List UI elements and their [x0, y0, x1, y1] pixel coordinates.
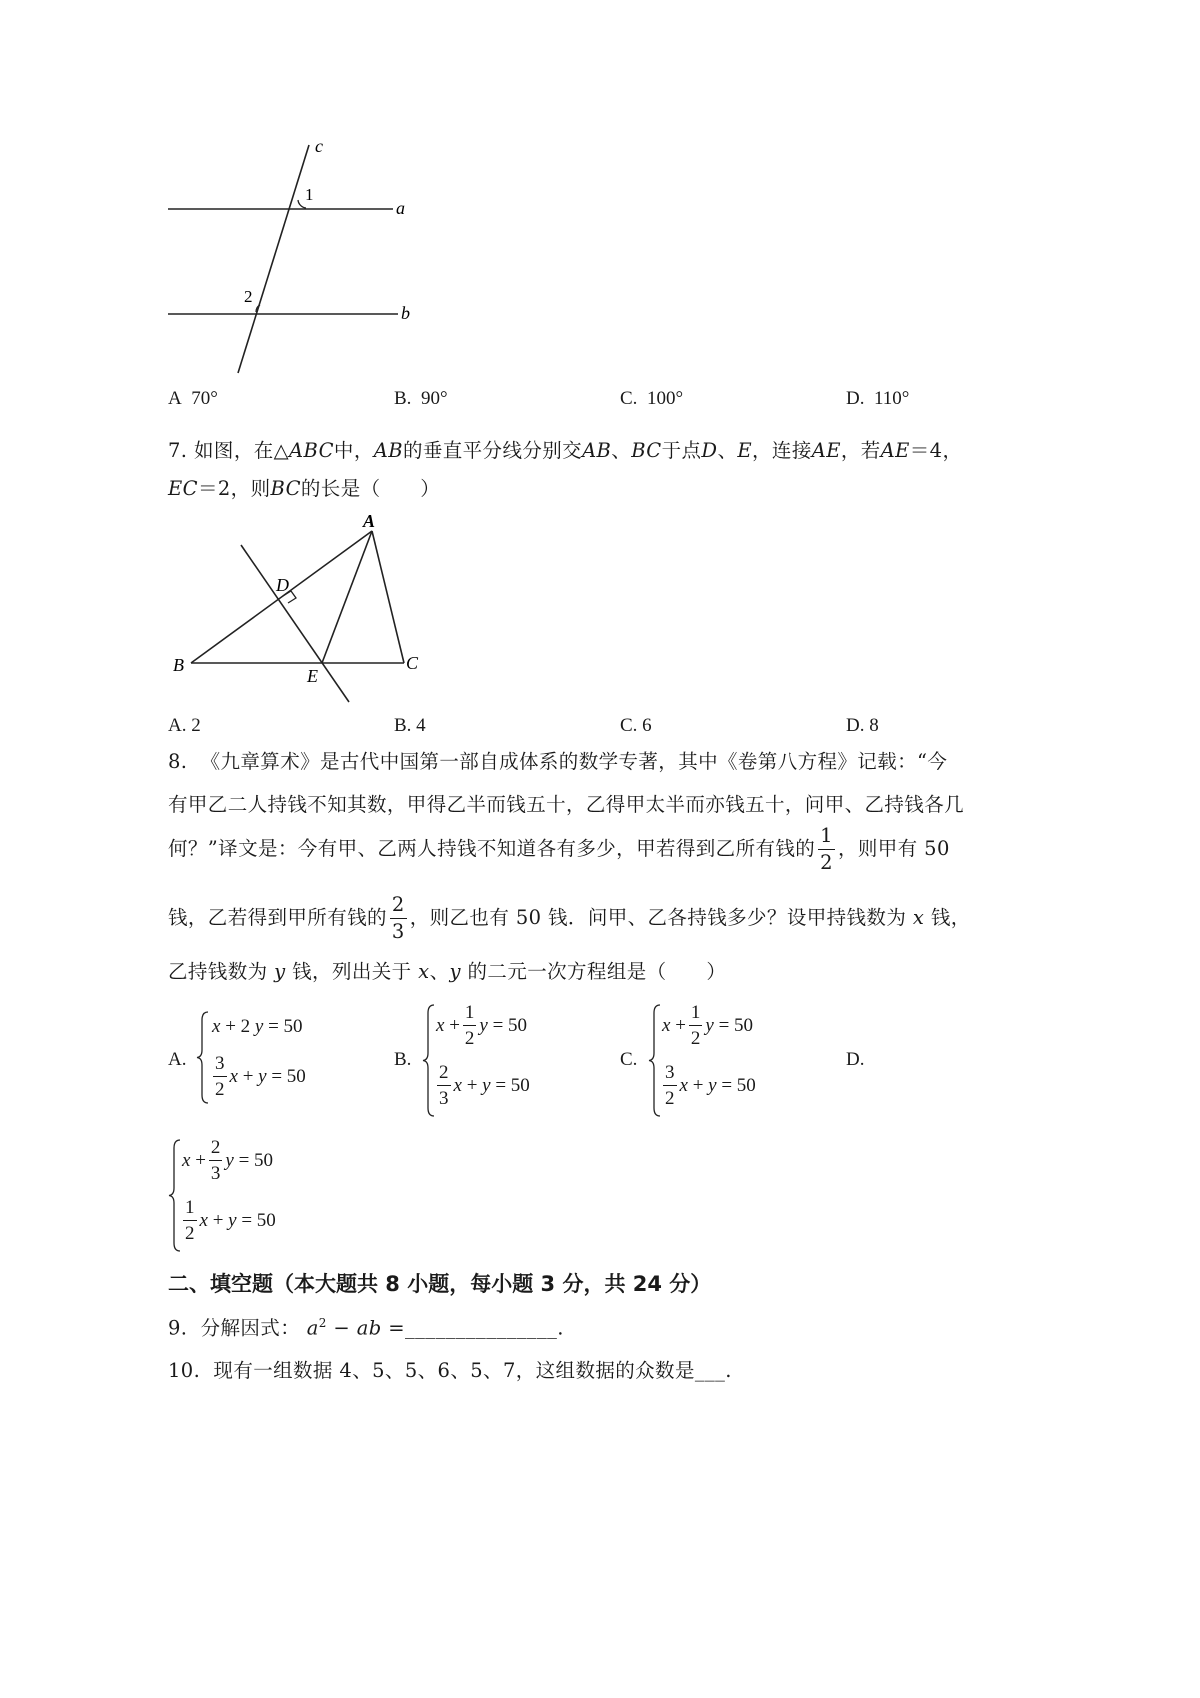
math: AE	[880, 439, 910, 462]
option-value: 100°	[646, 388, 684, 409]
option-letter: B.	[394, 388, 412, 409]
math: x	[453, 1074, 462, 1096]
math: +	[449, 1014, 460, 1036]
math: x	[418, 960, 430, 983]
text: 中，	[333, 439, 374, 462]
math: +	[675, 1014, 686, 1036]
math: AB	[373, 439, 403, 462]
math: D	[701, 439, 718, 462]
q8-line2	[168, 795, 964, 815]
math: y	[228, 1209, 237, 1231]
text: ，连接	[752, 439, 812, 462]
line-c	[238, 145, 309, 373]
text: 于点	[661, 439, 702, 462]
math: y	[479, 1014, 488, 1036]
q8-option-d-system[interactable]	[168, 1138, 368, 1253]
label-C: C	[406, 653, 419, 673]
numerator: 2	[209, 1138, 223, 1161]
text: 的长是（ ）	[300, 477, 441, 500]
denominator: 3	[210, 1163, 221, 1184]
math: y	[258, 1065, 267, 1087]
denominator: 2	[185, 1223, 195, 1244]
math: = 50	[495, 1074, 530, 1096]
brace-icon	[196, 1010, 210, 1105]
math: E	[737, 439, 753, 462]
q8-option-b-system[interactable]	[422, 1003, 622, 1118]
text: 分解因式：	[200, 1316, 301, 1340]
answer-blank[interactable]: =_______________.	[381, 1316, 564, 1340]
option-value: 90°	[420, 388, 448, 409]
math: x	[182, 1149, 191, 1171]
fraction	[818, 826, 835, 872]
q8-option-c-system[interactable]	[648, 1003, 848, 1118]
numerator: 1	[689, 1003, 703, 1026]
numerator: 1	[463, 1003, 477, 1026]
label-b: b	[401, 303, 410, 323]
text: 钱，乙若得到甲所有钱的	[168, 906, 387, 930]
math: x	[662, 1014, 671, 1036]
text: 的二元一次方程组是（ ）	[467, 960, 727, 983]
option-letter: D.	[846, 388, 865, 409]
text: 钱，	[930, 906, 971, 930]
text: 乙持钱数为	[168, 960, 268, 983]
math: ABC	[289, 439, 334, 462]
math: y	[225, 1149, 234, 1171]
text: 《九章算术》是古代中国第一部自成体系的数学专著，其中《卷第八方程》记载：“今	[200, 750, 948, 773]
fraction	[183, 1198, 197, 1243]
q8-line4	[168, 895, 971, 941]
math: = 50	[718, 1014, 754, 1036]
label-A: A	[363, 511, 376, 531]
q8-line3	[168, 826, 950, 872]
denominator: 2	[820, 850, 833, 874]
q6-option-d[interactable]	[846, 389, 909, 408]
q8-line1	[168, 752, 947, 772]
label-E: E	[307, 666, 318, 686]
math: +	[195, 1149, 206, 1171]
math: ab	[356, 1316, 382, 1340]
text: 、	[429, 960, 450, 983]
side-ac	[372, 531, 404, 663]
numerator: 2	[390, 895, 407, 919]
math: = 50	[271, 1065, 306, 1087]
segment-ae	[322, 531, 372, 663]
math: x	[679, 1074, 688, 1096]
q7-option-c[interactable]: C. 6	[620, 715, 652, 736]
math: y	[449, 960, 461, 983]
math: = 50	[268, 1016, 303, 1037]
label-B: B	[173, 655, 184, 675]
math: a	[306, 1316, 319, 1340]
fraction	[213, 1054, 227, 1099]
q7-option-d[interactable]: D. 8	[846, 715, 879, 736]
text: ＝4，	[909, 439, 963, 462]
math: y	[705, 1014, 714, 1036]
q8-option-a-system[interactable]	[196, 1010, 396, 1105]
question-number: 8.	[168, 750, 188, 773]
fraction	[209, 1138, 223, 1183]
fraction	[463, 1003, 477, 1048]
q8-option-c-label[interactable]: C.	[620, 1049, 638, 1070]
math: y	[274, 960, 286, 983]
text: 如图，在△	[194, 439, 290, 462]
q7-option-b[interactable]: B. 4	[394, 715, 426, 736]
numerator: 3	[213, 1054, 227, 1077]
option-value: 110°	[873, 388, 910, 409]
q6-option-a[interactable]	[168, 389, 218, 408]
fraction	[437, 1063, 451, 1108]
q8-option-b-label[interactable]: B.	[394, 1049, 412, 1070]
label-c: c	[315, 136, 323, 156]
text[interactable]: 现有一组数据 4、5、5、6、5、7，这组数据的众数是___.	[213, 1359, 732, 1382]
math: = 50	[241, 1209, 276, 1231]
math: 2	[318, 1316, 327, 1330]
math: + 2	[225, 1016, 251, 1037]
math: +	[466, 1074, 478, 1096]
triangle-figure	[165, 505, 445, 710]
fraction	[689, 1003, 703, 1048]
q6-option-b[interactable]	[394, 389, 448, 408]
denominator: 2	[690, 1028, 701, 1049]
fraction	[663, 1063, 677, 1108]
text: 、	[717, 439, 738, 462]
text: ，若	[840, 439, 881, 462]
math: y	[708, 1074, 717, 1096]
denominator: 2	[464, 1028, 475, 1049]
text: 的垂直平分线分别交	[402, 439, 583, 462]
question-number: 9.	[168, 1316, 188, 1340]
denominator: 2	[215, 1079, 225, 1100]
math: x	[229, 1065, 238, 1087]
math: x	[912, 906, 925, 930]
math: AB	[582, 439, 612, 462]
numerator: 1	[818, 826, 835, 850]
text: 有甲乙二人持钱不知其数，甲得乙半而钱五十，乙得甲太半而亦钱五十，问甲、乙持钱各几	[168, 793, 965, 816]
q7-line1	[168, 441, 962, 461]
label-angle-1: 1	[305, 185, 314, 204]
side-ab	[191, 531, 372, 663]
label-a: a	[396, 198, 405, 218]
math: y	[254, 1016, 264, 1037]
math: = 50	[492, 1014, 528, 1036]
q8-line5	[168, 962, 726, 982]
text: ＝2，则	[197, 477, 271, 500]
parallel-lines-figure	[160, 130, 460, 380]
option-letter: A	[168, 388, 182, 409]
math: x	[199, 1209, 208, 1231]
math: y	[482, 1074, 491, 1096]
q8-option-a-label[interactable]: A.	[168, 1049, 187, 1070]
q10-line	[168, 1361, 732, 1381]
label-angle-2: 2	[244, 287, 253, 306]
label-D: D	[276, 575, 289, 595]
q7-option-a[interactable]: A. 2	[168, 715, 201, 736]
numerator: 2	[437, 1063, 451, 1086]
q7-line2	[168, 479, 440, 499]
text: ，则乙也有 50 钱．问甲、乙各持钱多少？设甲持钱数为	[409, 906, 907, 930]
numerator: 3	[663, 1063, 677, 1086]
math: BC	[631, 439, 662, 462]
math: x	[436, 1014, 445, 1036]
perpendicular-bisector	[241, 545, 349, 702]
option-letter: C.	[620, 388, 638, 409]
q6-option-c[interactable]	[620, 389, 683, 408]
q8-option-d-label[interactable]: D.	[846, 1049, 865, 1070]
text: 何？”译文是：今有甲、乙两人持钱不知道各有多少，甲若得到乙所有钱的	[168, 837, 816, 861]
q9-line	[168, 1317, 564, 1338]
denominator: 3	[439, 1088, 449, 1109]
math: x	[212, 1016, 221, 1037]
math: = 50	[721, 1074, 756, 1096]
fraction	[390, 895, 407, 941]
math: = 50	[238, 1149, 274, 1171]
text: 钱，列出关于	[292, 960, 412, 983]
math: +	[212, 1209, 224, 1231]
numerator: 1	[183, 1198, 197, 1221]
math: +	[692, 1074, 704, 1096]
math: EC	[168, 477, 198, 500]
denominator: 2	[665, 1088, 675, 1109]
math: BC	[270, 477, 301, 500]
math: +	[242, 1065, 254, 1087]
denominator: 3	[391, 919, 405, 943]
text: 、	[611, 439, 632, 462]
option-value: 70°	[191, 388, 218, 409]
math: −	[326, 1316, 357, 1340]
text: ，则甲有 50	[837, 837, 950, 861]
section-heading: 二、填空题（本大题共 8 小题，每小题 3 分，共 24 分）	[168, 1272, 712, 1296]
math: AE	[811, 439, 841, 462]
question-number: 7.	[168, 439, 188, 462]
question-number: 10.	[168, 1359, 201, 1382]
